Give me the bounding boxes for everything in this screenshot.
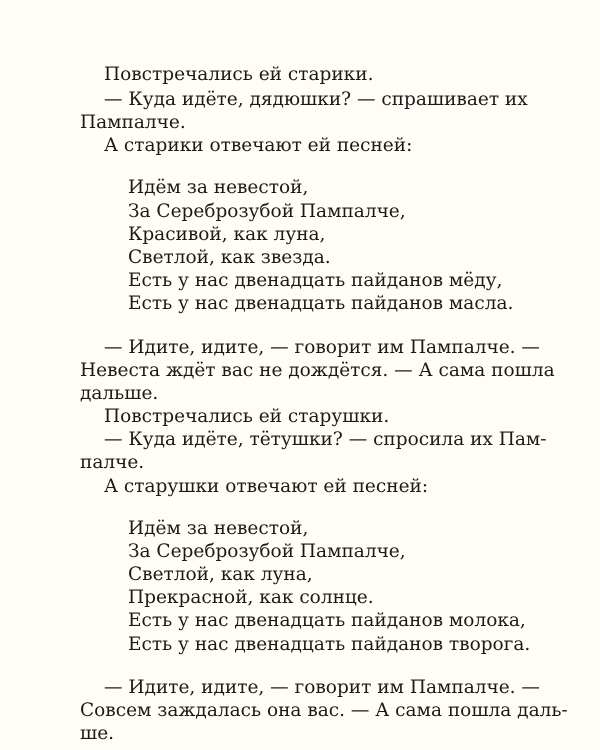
text-line: ше.: [80, 723, 115, 744]
text-line: дальше.: [80, 383, 159, 404]
verse-line: За Сереброзубой Пампалче,: [128, 541, 406, 562]
verse-line: Светлой, как луна,: [128, 564, 313, 585]
verse-line: Идём за невестой,: [128, 177, 309, 198]
verse-line: Светлой, как звезда.: [128, 247, 331, 268]
text-line: Пампалче.: [80, 112, 186, 133]
text-line: Невеста ждёт вас не дождётся. — А сама пошла: [80, 360, 555, 381]
text-line: — Идите, идите, — говорит им Пампалче. —: [104, 337, 540, 358]
text-line: Повстречались ей старики.: [104, 64, 374, 85]
text-line: — Куда идёте, тётушки? — спросила их Пам-: [104, 429, 547, 450]
text-line: Повстречались ей старушки.: [104, 406, 390, 427]
verse-line: Есть у нас двенадцать пайданов масла.: [128, 293, 514, 314]
text-line: палче.: [80, 452, 145, 473]
verse-line: Есть у нас двенадцать пайданов мёду,: [128, 270, 503, 291]
verse-line: Есть у нас двенадцать пайданов молока,: [128, 610, 526, 631]
verse-line: Красивой, как луна,: [128, 224, 326, 245]
verse-line: За Сереброзубой Пампалче,: [128, 201, 406, 222]
verse-line: Идём за невестой,: [128, 518, 309, 539]
verse-line: Прекрасной, как солнце.: [128, 587, 374, 608]
text-line: Совсем заждалась она вас. — А сама пошла даль-: [80, 700, 568, 721]
text-line: А старики отвечают ей песней:: [104, 135, 413, 156]
verse-line: Есть у нас двенадцать пайданов творога.: [128, 634, 531, 655]
text-line: А старушки отвечают ей песней:: [104, 476, 429, 497]
text-line: — Куда идёте, дядюшки? — спрашивает их: [104, 89, 528, 110]
text-line: — Идите, идите, — говорит им Пампалче. —: [104, 677, 540, 698]
